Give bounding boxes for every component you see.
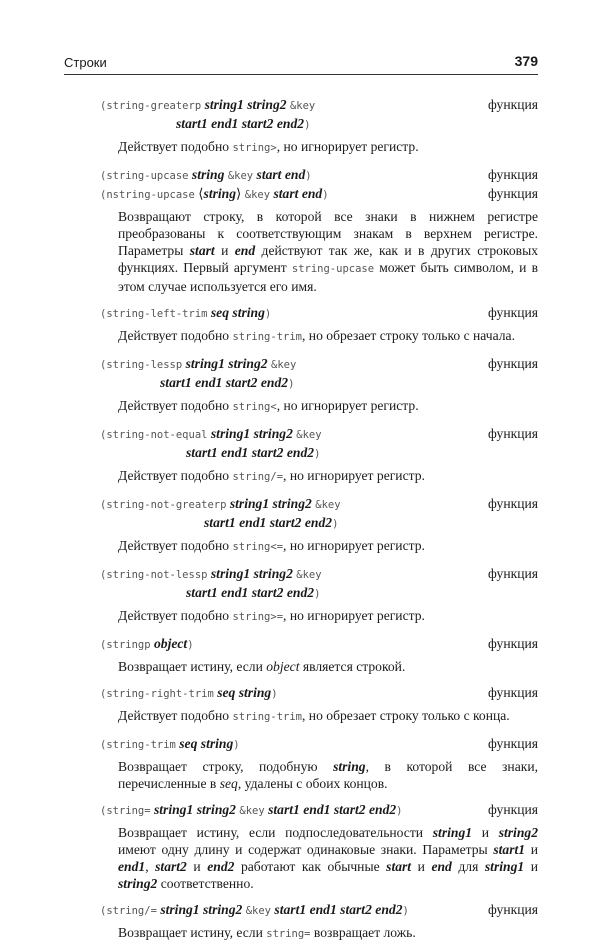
function-name: (string/= bbox=[100, 905, 157, 917]
function-name: (string-right-trim bbox=[100, 688, 214, 700]
entry-string-upcase bbox=[100, 166, 538, 295]
signature: (string-right-trim seq string) функция bbox=[100, 685, 538, 700]
function-name: (string-not-equal bbox=[100, 429, 208, 441]
signature-continuation: start1 end1 start2 end2) bbox=[186, 445, 321, 460]
signature-continuation: start1 end1 start2 end2) bbox=[186, 585, 321, 600]
entry-kind: функция bbox=[488, 566, 538, 581]
description: Действует подобно string>, но игнорирует регистр. bbox=[118, 139, 419, 154]
signature: (string-left-trim seq string) функция bbox=[100, 305, 538, 320]
description: Возвращает строку, подобную string, в которой все знаки, перечисленные в seq, удалены с обоих концов. bbox=[118, 759, 539, 791]
signature: (string-not-lessp string1 string2 &key функция bbox=[100, 566, 538, 581]
page-content bbox=[100, 96, 538, 952]
entry-kind: функция bbox=[488, 167, 538, 182]
signature: (stringp object) функция bbox=[100, 636, 538, 651]
signature: (string-not-greaterp string1 string2 &key функция bbox=[100, 496, 538, 511]
signature: (string-lessp string1 string2 &key функция bbox=[100, 356, 538, 371]
function-name: (string-trim bbox=[100, 739, 176, 751]
entry-string-not-greaterp bbox=[100, 495, 538, 556]
function-name: (nstring-upcase bbox=[100, 189, 195, 201]
description: Действует подобно string-trim, но обрезает строку только с конца. bbox=[118, 708, 510, 723]
entry-stringp bbox=[100, 635, 538, 675]
page-number: 379 bbox=[514, 53, 538, 69]
entry-string-trim bbox=[100, 735, 538, 792]
entry-kind: функция bbox=[488, 97, 538, 112]
signature: (nstring-upcase ⟨string⟩ &key start end) функция bbox=[100, 186, 538, 201]
function-name: (stringp bbox=[100, 639, 151, 651]
entry-kind: функция bbox=[488, 426, 538, 441]
entry-kind: функция bbox=[488, 902, 538, 917]
description: Действует подобно string<=, но игнорирует регистр. bbox=[118, 538, 425, 553]
function-name: (string-upcase bbox=[100, 170, 189, 182]
entry-kind: функция bbox=[488, 685, 538, 700]
function-name: (string-greaterp bbox=[100, 100, 202, 112]
entry-string-lessp bbox=[100, 355, 538, 416]
signature-continuation: start1 end1 start2 end2) bbox=[160, 375, 295, 390]
description: Действует подобно string/=, но игнорирует регистр. bbox=[118, 468, 425, 483]
function-name: (string-left-trim bbox=[100, 308, 208, 320]
section-title: Строки bbox=[64, 55, 107, 70]
entry-kind: функция bbox=[488, 802, 538, 817]
entry-string-right-trim bbox=[100, 684, 538, 726]
signature: (string= string1 string2 &key start1 end1 start2 end2) функция bbox=[100, 802, 538, 817]
signature-continuation: start1 end1 start2 end2) bbox=[204, 515, 339, 530]
entry-string-not-lessp bbox=[100, 565, 538, 626]
function-name: (string= bbox=[100, 805, 151, 817]
entry-string-greaterp bbox=[100, 96, 538, 157]
description: Действует подобно string<, но игнорирует регистр. bbox=[118, 398, 419, 413]
signature: (string-trim seq string) функция bbox=[100, 736, 538, 751]
signature-continuation: start1 end1 start2 end2) bbox=[176, 116, 311, 131]
entry-kind: функция bbox=[488, 636, 538, 651]
signature: (string-not-equal string1 string2 &key функция bbox=[100, 426, 538, 441]
entry-string-left-trim bbox=[100, 304, 538, 346]
signature: (string/= string1 string2 &key start1 end1 start2 end2) функция bbox=[100, 902, 538, 917]
signature: (string-greaterp string1 string2 &key функция bbox=[100, 97, 538, 112]
description: Возвращают строку, в которой все знаки в нижнем регистре преобразованы к соответствующим знакам в верхнем регистре. Параметры start и end действуют так же, как и в других строковых функциях. Первый аргумент string-upcase может быть символом, и в этом случае используется его имя. bbox=[118, 209, 538, 294]
function-name: (string-not-lessp bbox=[100, 569, 208, 581]
function-name: (string-not-greaterp bbox=[100, 499, 227, 511]
function-name: (string-lessp bbox=[100, 359, 183, 371]
description: Возвращает истину, если подпоследовательности string1 и string2 имеют одну длину и содержат одинаковые знаки. Параметры start1 и end1, start2 и end2 работают как обычные start и end для string1 и string2 соответственно. bbox=[118, 825, 538, 891]
description: Возвращает истину, если object является строкой. bbox=[118, 659, 406, 674]
description: Возвращает истину, если string= возвращает ложь. bbox=[118, 925, 416, 940]
entry-string-not-equal bbox=[100, 425, 538, 486]
entry-kind: функция bbox=[488, 305, 538, 320]
entry-string-not-equal-op bbox=[100, 901, 538, 943]
description: Действует подобно string>=, но игнорирует регистр. bbox=[118, 608, 425, 623]
entry-kind: функция bbox=[488, 186, 538, 201]
entry-kind: функция bbox=[488, 736, 538, 751]
description: Действует подобно string-trim, но обрезает строку только с начала. bbox=[118, 328, 515, 343]
entry-kind: функция bbox=[488, 356, 538, 371]
running-header bbox=[64, 52, 538, 75]
entry-kind: функция bbox=[488, 496, 538, 511]
lambda-keyword: &key bbox=[289, 100, 316, 112]
signature: (string-upcase string &key start end) функция bbox=[100, 167, 538, 182]
